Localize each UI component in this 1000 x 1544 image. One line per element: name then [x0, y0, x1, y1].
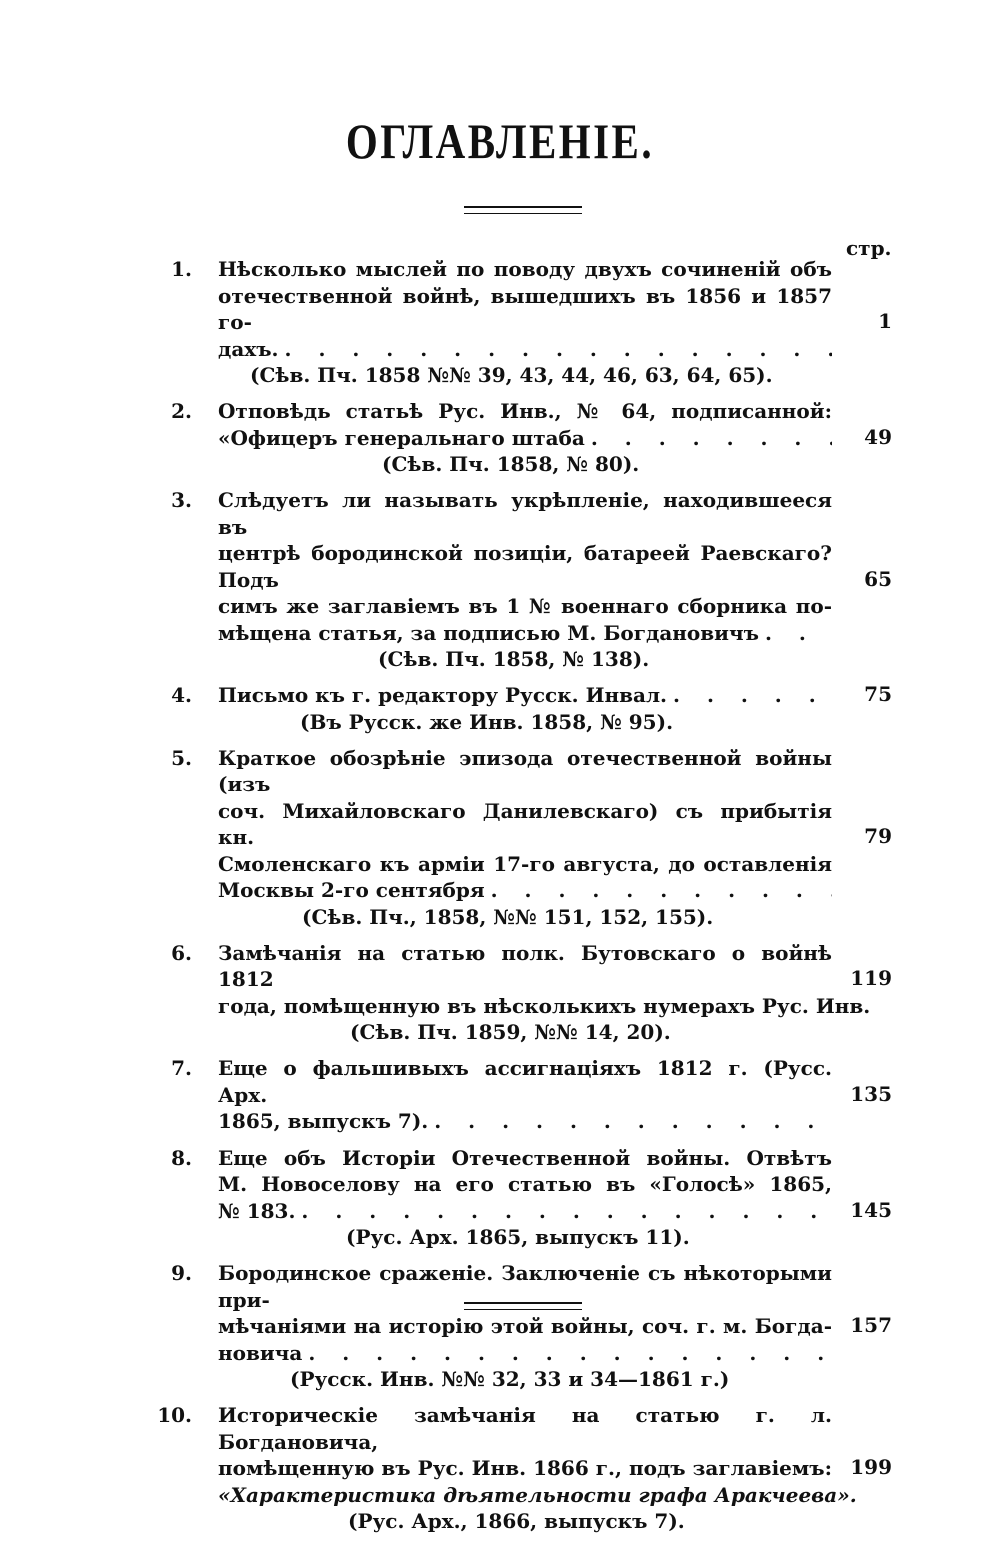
- entry-line: отечественной войнѣ, вышедшихъ въ 1856 и 1857 го-: [218, 283, 832, 334]
- entry-line: М. Новоселову на его статью въ «Голосѣ» 1865,: [218, 1172, 832, 1196]
- toc-entry: [0, 745, 1000, 930]
- leader-dots: [308, 1340, 832, 1367]
- toc-entry: [0, 487, 1000, 672]
- leader-dots: [285, 336, 832, 363]
- entry-source: (Рус. Арх., 1866, выпускъ 7).: [348, 1509, 685, 1533]
- entry-number: 6.: [171, 940, 192, 965]
- entry-page-number: 119: [850, 966, 892, 990]
- entry-line: новича: [218, 1340, 303, 1365]
- entry-text: [218, 256, 832, 388]
- leader-dots: [591, 425, 832, 452]
- toc-entry: [0, 1402, 1000, 1534]
- entry-line: Слѣдуетъ ли называть укрѣпленіе, находившееся въ: [218, 488, 832, 539]
- leader-dots: [765, 620, 832, 647]
- entry-last-line: [218, 1340, 832, 1367]
- entry-page-number: 65: [864, 566, 892, 591]
- table-of-contents: [0, 256, 1000, 1544]
- entry-source: (Рус. Арх. 1865, выпускъ 11).: [346, 1225, 690, 1249]
- toc-entry: [0, 940, 1000, 1046]
- entry-source: (Въ Русск. же Инв. 1858, № 95).: [300, 709, 674, 734]
- entry-page-number: 79: [864, 824, 892, 848]
- toc-entry: [0, 1260, 1000, 1392]
- top-divider: [464, 206, 582, 214]
- entry-number: 4.: [171, 683, 192, 707]
- leader-dots: [301, 1198, 832, 1225]
- entry-last-line: [218, 1108, 832, 1135]
- leader-dots: [434, 1108, 832, 1135]
- entry-last-line: [218, 425, 832, 452]
- entry-source: (Сѣв. Пч. 1859, №№ 14, 20).: [350, 1020, 671, 1044]
- entry-page-number: 49: [864, 424, 892, 449]
- entry-line: помѣщенную въ Рус. Инв. 1866 г., подъ заглавіемъ:: [218, 1456, 832, 1480]
- entry-line: Бородинское сраженіе. Заключеніе съ нѣкоторыми при-: [218, 1261, 832, 1312]
- entry-line: дахъ.: [218, 336, 279, 361]
- entry-source: (Русск. Инв. №№ 32, 33 и 34—1861 г.): [290, 1367, 730, 1391]
- entry-number: 9.: [171, 1261, 192, 1285]
- entry-line: Нѣсколько мыслей по поводу двухъ сочиненій объ: [218, 257, 832, 281]
- leader-dots: [491, 877, 832, 904]
- page-title: ОГЛАВЛЕНІЕ.: [345, 113, 655, 169]
- entry-number: 7.: [171, 1056, 192, 1080]
- entry-number: 5.: [171, 745, 192, 770]
- entry-line: мѣщена статья, за подписью М. Богдановичъ: [218, 620, 759, 645]
- entry-last-line: [218, 1198, 832, 1225]
- entry-line: мѣчаніями на исторію этой войны, соч. г. м. Богда-: [218, 1314, 832, 1338]
- entry-line: Замѣчанія на статью полк. Бутовскаго о войнѣ 1812: [218, 940, 832, 991]
- entry-number: 2.: [171, 399, 192, 423]
- entry-text: [218, 398, 832, 477]
- entry-line: «Офицеръ генеральнаго штаба: [218, 425, 585, 450]
- entry-text: [218, 682, 832, 735]
- entry-text: [218, 745, 832, 930]
- entry-line: Еще объ Исторіи Отечественной войны. Отвѣтъ: [218, 1145, 832, 1170]
- entry-last-line: [218, 1482, 857, 1509]
- toc-entry: [0, 398, 1000, 477]
- toc-entry: [0, 1145, 1000, 1251]
- entry-line: Еще о фальшивыхъ ассигнаціяхъ 1812 г. (Русс. Арх.: [218, 1056, 832, 1107]
- entry-line: Историческіе замѣчанія на статью г. л. Богдановича,: [218, 1403, 832, 1454]
- entry-line: Письмо къ г. редактору Русск. Инвал.: [218, 683, 668, 707]
- entry-line: симъ же заглавіемъ въ 1 № военнаго сборника по-: [218, 594, 832, 618]
- entry-last-line: [218, 682, 832, 709]
- entry-page-number: 75: [864, 682, 892, 706]
- entry-text: [218, 1402, 857, 1534]
- entry-source: (Сѣв. Пч., 1858, №№ 151, 152, 155).: [302, 904, 714, 929]
- entry-text: [218, 1145, 832, 1251]
- entry-line: «Характеристика дѣятельности графа Аракчеева».: [218, 1482, 857, 1507]
- entry-source: (Сѣв. Пч. 1858, № 80).: [382, 452, 640, 476]
- entry-page-number: 1: [878, 309, 892, 333]
- entry-last-line: [218, 620, 832, 647]
- entry-last-line: [218, 993, 871, 1020]
- entry-line: года, помѣщенную въ нѣсколькихъ нумерахъ Рус. Инв.: [218, 993, 871, 1018]
- entry-number: 1.: [171, 257, 192, 281]
- entry-number: 8.: [171, 1145, 192, 1170]
- toc-entry: [0, 682, 1000, 735]
- entry-text: [218, 1260, 832, 1392]
- entry-line: Москвы 2-го сентября: [218, 878, 485, 902]
- entry-line: Краткое обозрѣніе эпизода отечественной войны (изъ: [218, 745, 832, 796]
- entry-last-line: [218, 877, 832, 904]
- entry-page-number: 157: [850, 1313, 892, 1337]
- entry-line: № 183.: [218, 1198, 296, 1223]
- toc-entry: [0, 256, 1000, 388]
- entry-line: 1865, выпускъ 7).: [218, 1109, 429, 1133]
- entry-text: [218, 487, 832, 672]
- leader-dots: [673, 682, 832, 709]
- page-column-label: стр.: [846, 236, 892, 260]
- entry-source: (Сѣв. Пч. 1858 №№ 39, 43, 44, 46, 63, 64, 65).: [250, 363, 773, 387]
- entry-text: [218, 1055, 832, 1135]
- entry-line: Смоленскаго къ арміи 17-го августа, до оставленія: [218, 851, 832, 876]
- entry-last-line: [218, 336, 832, 363]
- toc-entry: [0, 1055, 1000, 1135]
- entry-line: центрѣ бородинской позиціи, батареей Раевскаго? Подъ: [218, 541, 832, 592]
- entry-line: Отповѣдь статьѣ Рус. Инв., № 64, подписанной:: [218, 399, 832, 423]
- entry-number: 10.: [157, 1403, 192, 1427]
- entry-line: соч. Михайловскаго Данилевскаго) съ прибытія кн.: [218, 798, 832, 849]
- bottom-divider: [464, 1302, 582, 1310]
- entry-source: (Сѣв. Пч. 1858, № 138).: [378, 647, 650, 671]
- entry-page-number: 145: [850, 1197, 892, 1222]
- entry-page-number: 135: [850, 1081, 892, 1106]
- entry-number: 3.: [171, 488, 192, 512]
- entry-page-number: 199: [850, 1455, 892, 1479]
